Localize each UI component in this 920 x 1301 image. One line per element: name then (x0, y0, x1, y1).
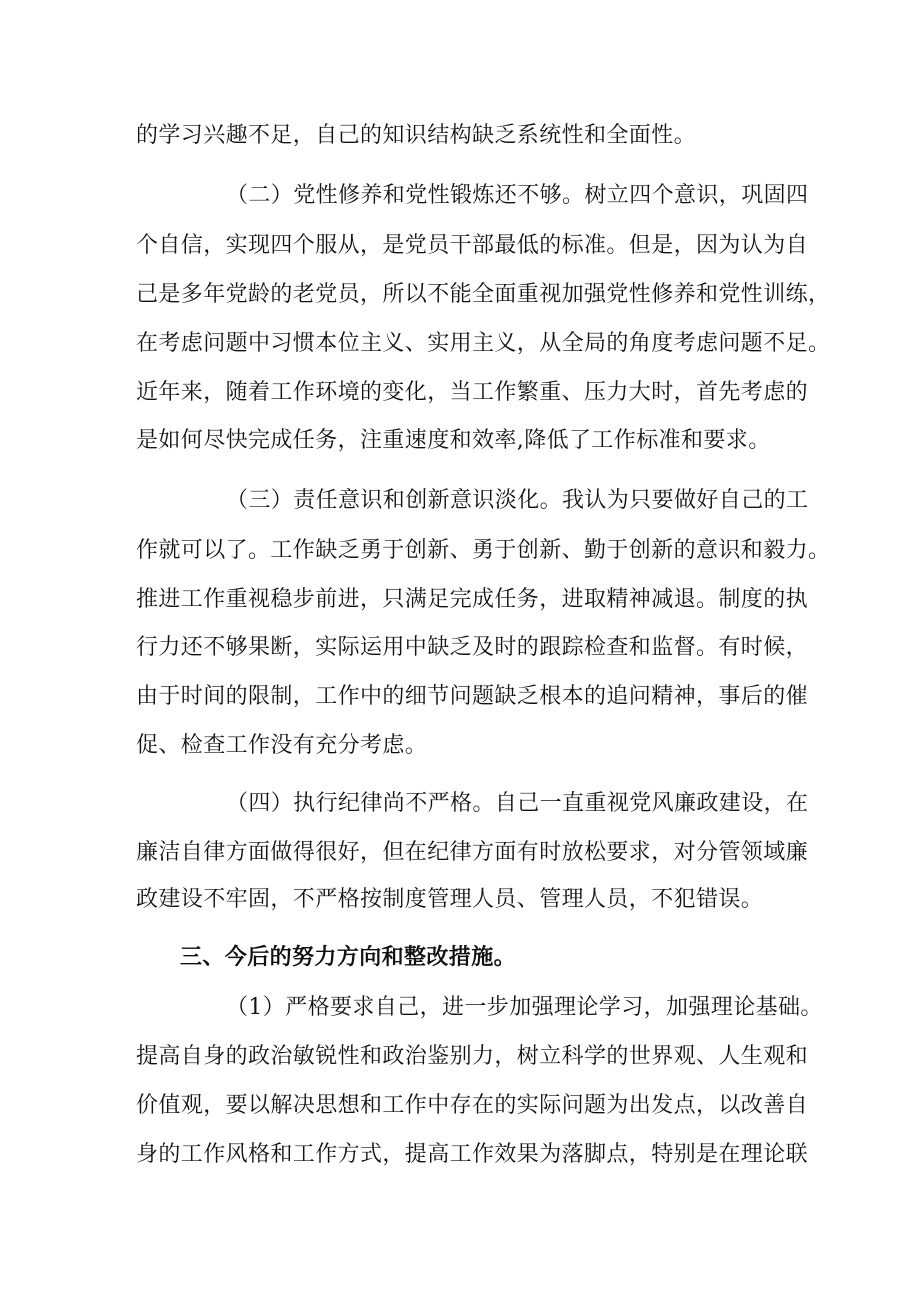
paragraph-line: （1）严格要求自己，进一步加强理论学习，加强理论基础。 (226, 995, 823, 1020)
paragraph-line: 提高自身的政治敏锐性和政治鉴别力，树立科学的世界观、人生观和 (136, 1044, 809, 1069)
paragraph-line: 促、检查工作没有充分考虑。 (136, 733, 428, 758)
paragraph-line: （四）执行纪律尚不严格。自己一直重视党风廉政建设，在 (226, 791, 809, 816)
paragraph-line: 作就可以了。工作缺乏勇于创新、勇于创新、勤于创新的意识和毅力。 (136, 538, 831, 563)
paragraph-line: 的学习兴趣不足，自己的知识结构缺乏系统性和全面性。 (136, 123, 697, 148)
section-heading: 三、今后的努力方向和整改措施。 (180, 945, 517, 970)
paragraph-line: 由于时间的限制，工作中的细节问题缺乏根本的追问精神，事后的催 (136, 684, 809, 709)
paragraph-line: 近年来，随着工作环境的变化，当工作繁重、压力大时，首先考虑的 (136, 380, 809, 405)
paragraph-line: （三）责任意识和创新意识淡化。我认为只要做好自己的工 (226, 488, 809, 513)
paragraph-line: 身的工作风格和工作方式，提高工作效果为落脚点，特别是在理论联 (136, 1142, 809, 1167)
paragraph-line: 政建设不牢固，不严格按制度管理人员、管理人员，不犯错误。 (136, 887, 764, 912)
paragraph-line: （二）党性修养和党性锻炼还不够。树立四个意识，巩固四 (226, 183, 809, 208)
paragraph-line: 行力还不够果断，实际运用中缺乏及时的跟踪检查和监督。有时候， (136, 635, 809, 660)
paragraph-line: 是如何尽快完成任务，注重速度和效率,降低了工作标准和要求。 (136, 428, 771, 453)
paragraph-line: 廉洁自律方面做得很好，但在纪律方面有时放松要求，对分管领域廉 (136, 840, 809, 865)
paragraph-line: 推进工作重视稳步前进，只满足完成任务，进取精神减退。制度的执 (136, 587, 809, 612)
paragraph-line: 己是多年党龄的老党员，所以不能全面重视加强党性修养和党性训练， (136, 282, 831, 307)
paragraph-line: 价值观，要以解决思想和工作中存在的实际问题为出发点，以改善自 (136, 1093, 809, 1118)
paragraph-line: 个自信，实现四个服从，是党员干部最低的标准。但是，因为认为自 (136, 233, 809, 258)
paragraph-line: 在考虑问题中习惯本位主义、实用主义，从全局的角度考虑问题不足。 (136, 331, 831, 356)
